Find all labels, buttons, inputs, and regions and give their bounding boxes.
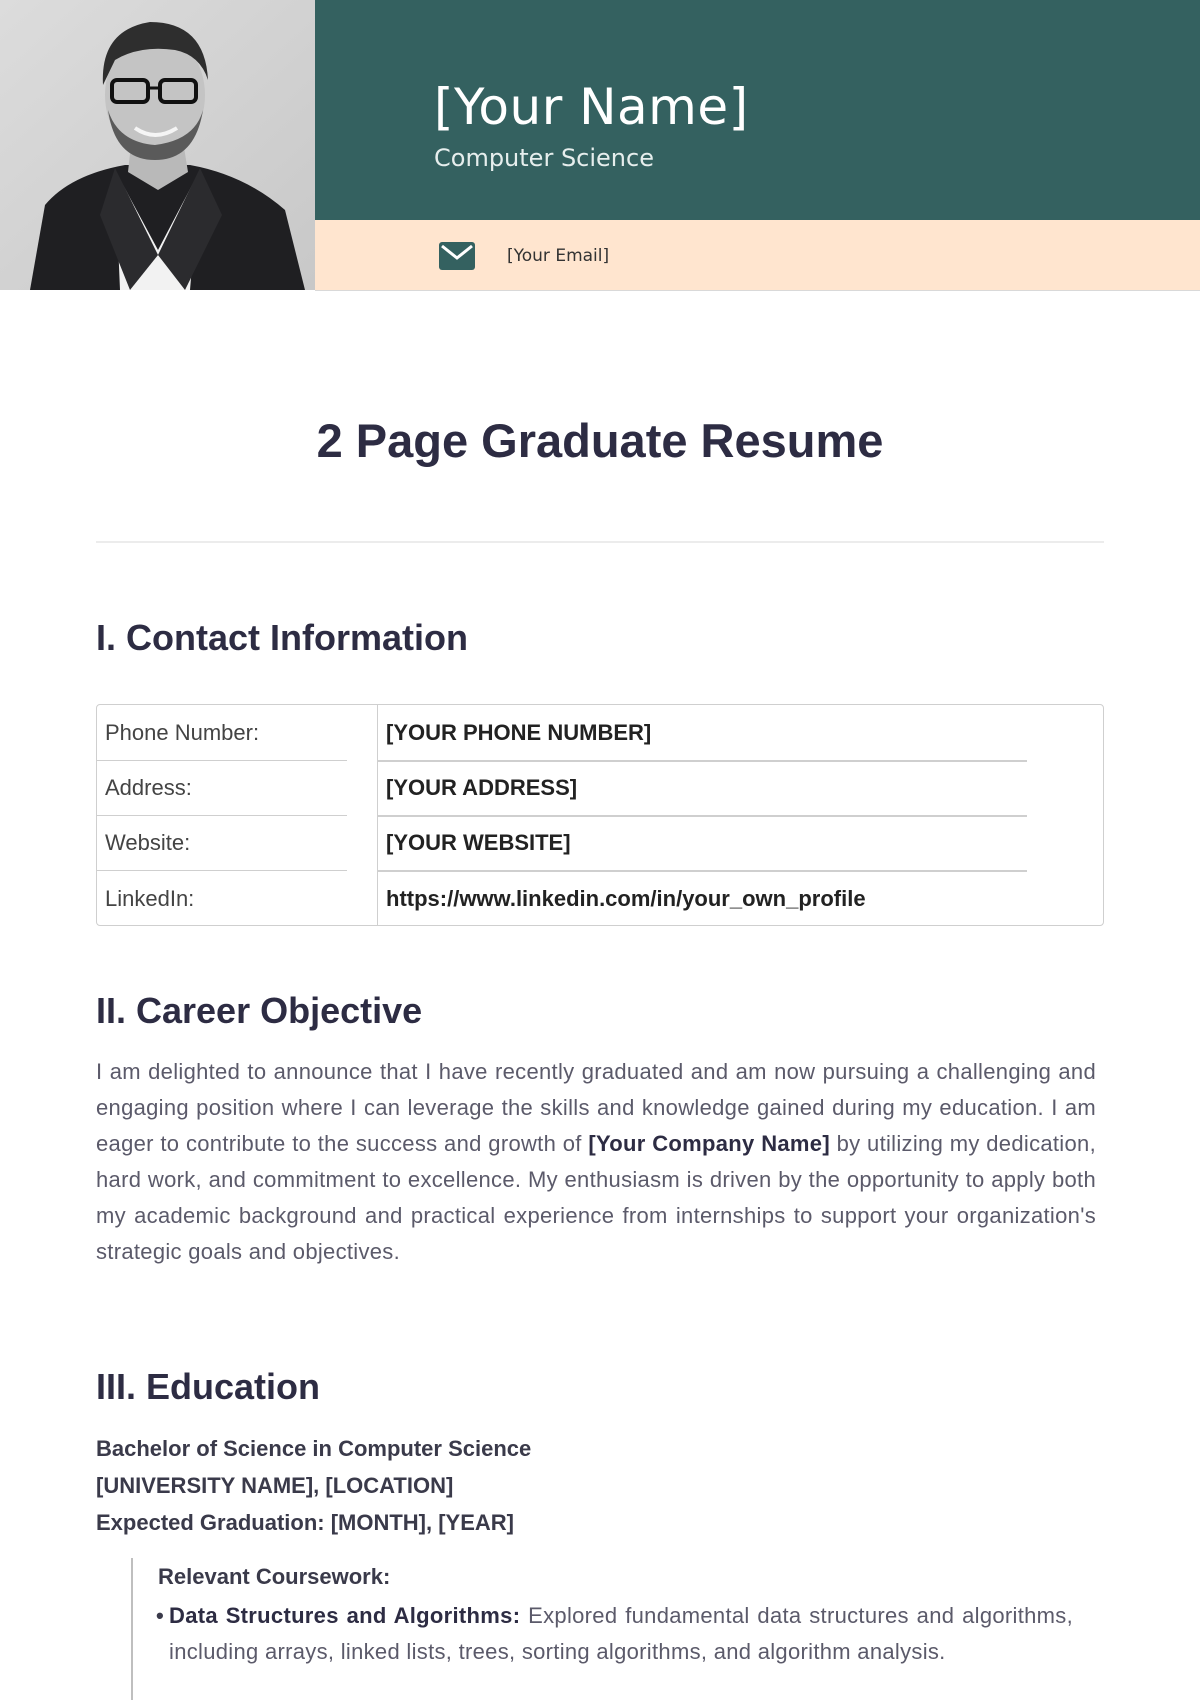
company-name-placeholder: [Your Company Name] (588, 1131, 830, 1156)
website-value[interactable]: [YOUR WEBSITE] (386, 830, 571, 855)
email-band (315, 220, 1200, 291)
applicant-name: [Your Name] (434, 78, 749, 136)
address-value: [YOUR ADDRESS] (386, 775, 578, 800)
mail-icon (439, 242, 475, 270)
email-text[interactable]: [Your Email] (507, 246, 610, 266)
section-heading-education: III. Education (96, 1366, 321, 1407)
person-portrait-icon (0, 0, 315, 290)
section-heading-contact: I. Contact Information (96, 617, 468, 658)
document-title: 2 Page Graduate Resume (316, 414, 884, 467)
header-banner (315, 0, 1200, 220)
course-description: Explored fundamental data structures and algorithms, including arrays, linked lists, trees, sorting algorithms, and algorithm analysis. (169, 1603, 1073, 1664)
profile-photo (0, 0, 315, 290)
website-label: Website: (105, 830, 191, 855)
degree-text: Bachelor of Science in Computer Science (96, 1436, 532, 1461)
phone-value: [YOUR PHONE NUMBER] (386, 720, 652, 745)
title-divider (96, 541, 1104, 543)
bullet-icon: • (156, 1603, 165, 1628)
list-item (156, 1598, 1073, 1670)
table-row (97, 760, 1103, 815)
objective-text-part1: I am delighted to announce that I have recently graduated and am now pursuing a challenging and engaging position where I can leverage the skills and knowledge gained during my education. I am eager to contribute to the success and growth of (96, 1059, 1096, 1156)
objective-text-part2: by utilizing my dedication, hard work, and commitment to excellence. My enthusiasm is driven by the opportunity to apply both my academic background and practical experience from internships to support your organization's strategic goals and objectives. (96, 1131, 1096, 1264)
linkedin-label: LinkedIn: (105, 886, 195, 911)
table-row (97, 815, 1103, 870)
table-row (97, 705, 1103, 760)
course-name: Data Structures and Algorithms: (169, 1603, 521, 1628)
contact-table (96, 704, 1104, 926)
address-label: Address: (105, 775, 192, 800)
education-details (96, 1430, 531, 1541)
university-text: [UNIVERSITY NAME], [LOCATION] (96, 1473, 454, 1498)
linkedin-link[interactable]: https://www.linkedin.com/in/your_own_profile (386, 886, 866, 911)
graduation-text: Expected Graduation: [MONTH], [YEAR] (96, 1510, 515, 1535)
coursework-block (131, 1558, 1075, 1700)
coursework-title: Relevant Coursework: (158, 1564, 391, 1589)
table-row (97, 871, 1103, 926)
applicant-field: Computer Science (434, 144, 654, 172)
phone-label: Phone Number: (105, 720, 260, 745)
career-objective-paragraph (96, 1054, 1096, 1270)
section-heading-objective: II. Career Objective (96, 990, 423, 1031)
